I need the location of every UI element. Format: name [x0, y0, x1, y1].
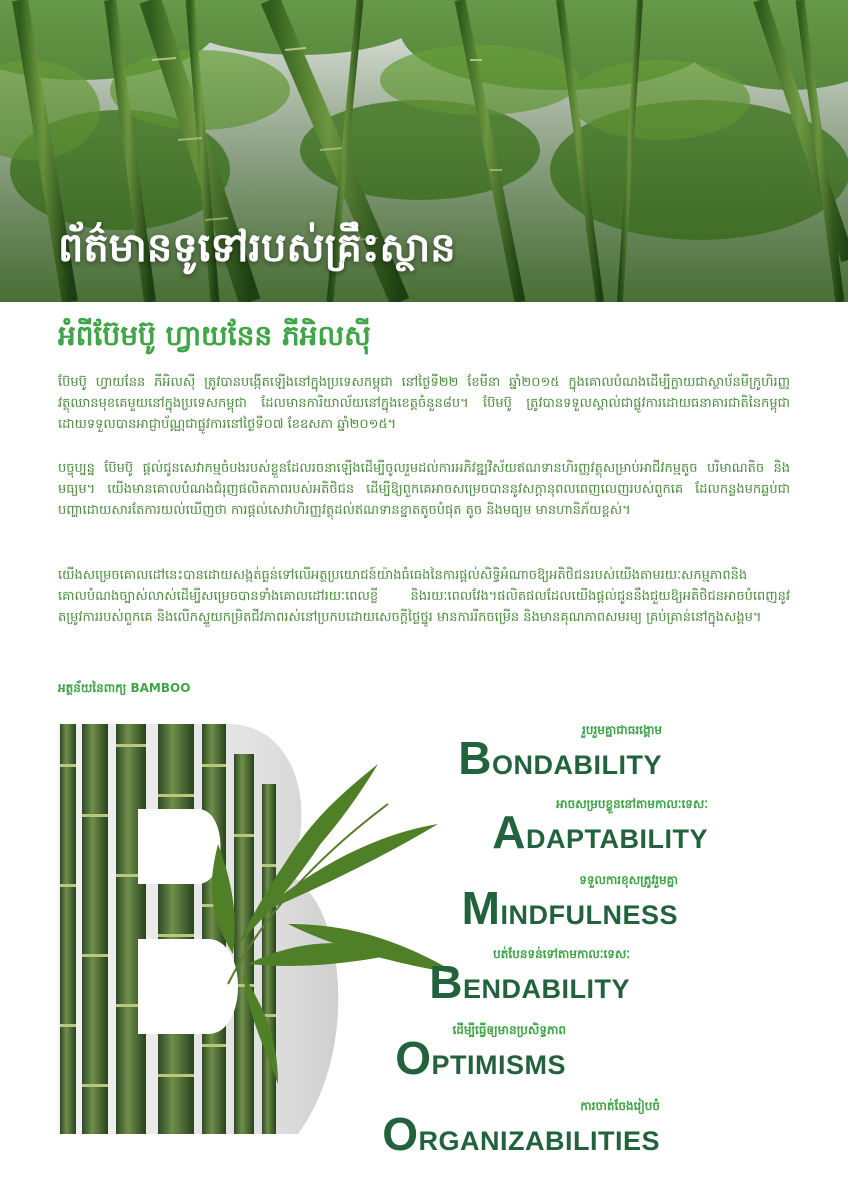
acronym-heading: អត្ថន័យនៃពាក្យ BAMBOO — [58, 681, 191, 695]
acronym-word: PTIMISMS — [431, 1050, 566, 1080]
acronym-letter: A — [492, 806, 526, 858]
acronym-item-bondability — [458, 722, 662, 784]
acronym-khmer: ដើម្បីធ្វើឲ្យមានប្រសិទ្ធភាព — [452, 1023, 566, 1037]
acronym-item-bendability — [429, 946, 630, 1008]
acronym-letter: B — [458, 732, 492, 784]
acronym-letter: M — [461, 882, 501, 934]
acronym-item-adaptability — [492, 796, 708, 858]
acronym-word: ONDABILITY — [492, 750, 662, 780]
paragraph-3: យើងសម្រេចគោលដៅនេះបានដោយសង្កត់ធ្ងន់ទៅលើអត្ថប្រយោជន៍យ៉ាងធំធេងនៃការផ្តល់សិទ្ធិអំណាចឱ្យអតិថិជនរបស់យើងតាមរយៈសកម្មភាពនិងគោលបំណងច្បាស់លាស់ដើម្បីសម្រេចបានទាំងគោលដៅរយៈពេលខ្លី និងរយៈពេលវែង។ផលិតផលដែលយើងផ្តល់ជូននឹងជួយឱ្យអតិថិជនអាចបំពេញនូវតម្រូវការរបស់ពួកគេ និងលើកស្ទួយកម្រិតជីវភាពរស់នៅប្រកបដោយសេចក្តីថ្លៃថ្នូរ មានការរីកចម្រើន និងមានគុណភាពសមរម្យ គ្រប់គ្រាន់នៅក្នុងសង្គម។ — [58, 568, 790, 625]
hero-banner — [0, 0, 848, 302]
acronym-item-mindfulness — [461, 872, 678, 934]
acronym-word: ENDABILITY — [463, 974, 630, 1004]
paragraph-2: បច្ចុប្បន្ន ប៊ែមប៊ូ ផ្តល់ជូនសេវាកម្មចំបងរបស់ខ្លួនដែលរចនាឡើងដើម្បីចូលរួមដល់ការអភិវឌ្ឍវិស័យឥណទានហិរញ្ញវត្ថុសម្រាប់អាជីវកម្មតូច បរិមាណតិច និងមធ្យម។ យើងមានគោលបំណងជំរុញផលិតភាពរបស់អតិថិជន ដើម្បីឱ្យពួកគេអាចសម្រេចបាននូវសក្តានុពលពេញលេញរបស់ពួកគេ ដែលកន្លងមកឆ្លប់ជាបញ្ហាដោយសារតែការយល់ឃើញថា ការផ្តល់សេវាហិរញ្ញវត្ថុដល់ឥណទានខ្នាតតូចបំផុត តូច និងមធ្យម មានហានិភ័យខ្ពស់។ — [58, 461, 790, 518]
acronym-letter: O — [382, 1108, 419, 1160]
acronym-word: RGANIZABILITIES — [418, 1126, 660, 1156]
acronym-word: DAPTABILITY — [526, 824, 708, 854]
acronym-khmer: រួបរួមគ្នាជាធរង្គោម — [582, 723, 662, 737]
paragraph-1: ប៊ែមប៊ូ ហ្វាយនែន ភីអិលស៊ី ត្រូវបានបង្កើតឡើងនៅក្នុងប្រទេសកម្ពុជា នៅថ្ងៃទី២២ ខែមីនា ឆ្នាំ២០១៥ ក្នុងគោលបំណងដើម្បីក្លាយជាស្ថាប័នមីក្រូហិរញ្ញវត្ថុឈានមុខគេមួយនៅក្នុងប្រទេសកម្ពុជា ដែលមានការិយាល័យនៅក្នុងខេត្តចំនួន៨ប។ ប៊ែមប៊ូ ត្រូវបានទទួលស្គាល់ជាផ្លូវការដោយធនាគារជាតិនៃកម្ពុជា ដោយទទួលបានអាជ្ញាប័ណ្ណជាផ្លូវការនៅថ្ងៃទី០៧ ខែឧសភា ឆ្នាំ២០១៥។ — [58, 375, 790, 432]
acronym-khmer: បត់បែនទន់ទៅតាមកាលៈទេសៈ — [493, 947, 630, 961]
acronym-khmer: ទទួលការខុសត្រូវរួមគ្នា — [579, 873, 678, 887]
acronym-word: INDFULNESS — [500, 900, 678, 930]
acronym-khmer: ការចាត់ចែងរៀបចំ — [580, 1099, 660, 1113]
hero-title: ព័ត៌មានទូទៅរបស់គ្រឹះស្ថាន — [58, 225, 456, 271]
acronym-letter: O — [395, 1032, 432, 1084]
section-title: អំពីប៊ែមប៊ូ ហ្វាយនែន ភីអិលស៊ី — [58, 319, 371, 352]
acronym-item-organizabilities — [382, 1098, 660, 1160]
acronym-khmer: អាចសម្របខ្លួននៅតាមកាលៈទេសៈ — [556, 797, 708, 811]
acronym-item-optimisms — [395, 1022, 566, 1084]
acronym-letter: B — [429, 956, 463, 1008]
